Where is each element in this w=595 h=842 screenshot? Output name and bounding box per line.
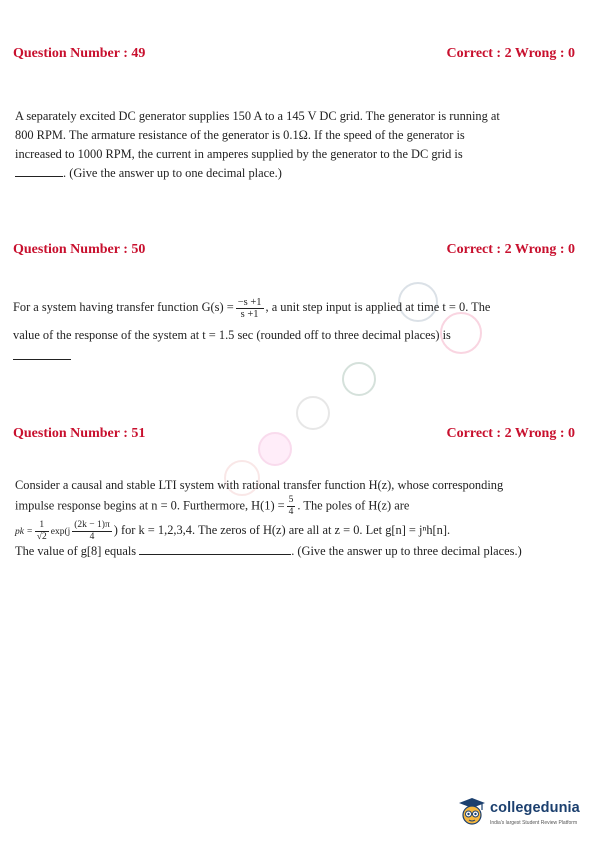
question-number: Question Number : 50	[13, 242, 146, 257]
answer-blank	[13, 347, 71, 360]
question-text-49: A separately excited DC generator supplies 150 A to a 145 V DC grid. The generator is running at 800 RPM. The armature resistance of the generator is 0.1Ω. If the speed of the generator is increased to 1000 RPM, the current in amperes supplied by the generator to the DC grid is . (Give the answer up to one decimal place.)	[15, 109, 500, 180]
question-text-51: Consider a causal and stable LTI system with rational transfer function H(z), whose corresponding impulse response begins at n = 0. Furthermore, H(1) = $\frac{5}{4}$ . The poles of H(z) are pk = $\frac{1}{√2}$ exp(j $\frac{(2k - 1)\pi}{4}$ ) for k = 1,2,3,4. The zeros of H(z) are all at z = 0. Let g[n] = jⁿh[n]. The value of g[8] equals . (Give the answer up to three decimal places.)	[15, 478, 522, 558]
marking-scheme: Correct : 2 Wrong : 0	[446, 242, 575, 257]
transfer-function-fraction: $\frac{-s +1}{s +1}$	[237, 296, 262, 320]
marking-scheme: Correct : 2 Wrong : 0	[446, 46, 575, 61]
watermark-seal	[296, 396, 330, 430]
collegedunia-logo	[458, 795, 588, 835]
watermark-seal	[342, 362, 376, 396]
answer-blank	[15, 164, 63, 177]
question-header-49	[13, 46, 575, 66]
graduate-owl-icon	[458, 797, 486, 825]
logo-tagline: India's largest Student Review Platform	[490, 820, 578, 826]
question-header-50	[13, 242, 575, 262]
h1-fraction: $\frac{5}{4}$	[288, 495, 294, 517]
pk-fraction: $\frac{1}{√2}$	[36, 519, 47, 542]
logo-wordmark: collegedunia	[490, 800, 580, 816]
question-number: Question Number : 51	[13, 426, 146, 441]
answer-blank	[139, 542, 291, 555]
question-header-51	[13, 426, 575, 446]
question-text-50: For a system having transfer function G(s) = $\frac{-s +1}{s +1}$ , a unit step input is applied at time t = 0. The value of the response of the system at t = 1.5 sec (rounded off to three decimal places) is	[13, 292, 580, 366]
marking-scheme: Correct : 2 Wrong : 0	[446, 426, 575, 441]
exp-fraction: $\frac{(2k - 1)\pi}{4}$	[74, 519, 110, 542]
question-number: Question Number : 49	[13, 46, 146, 61]
